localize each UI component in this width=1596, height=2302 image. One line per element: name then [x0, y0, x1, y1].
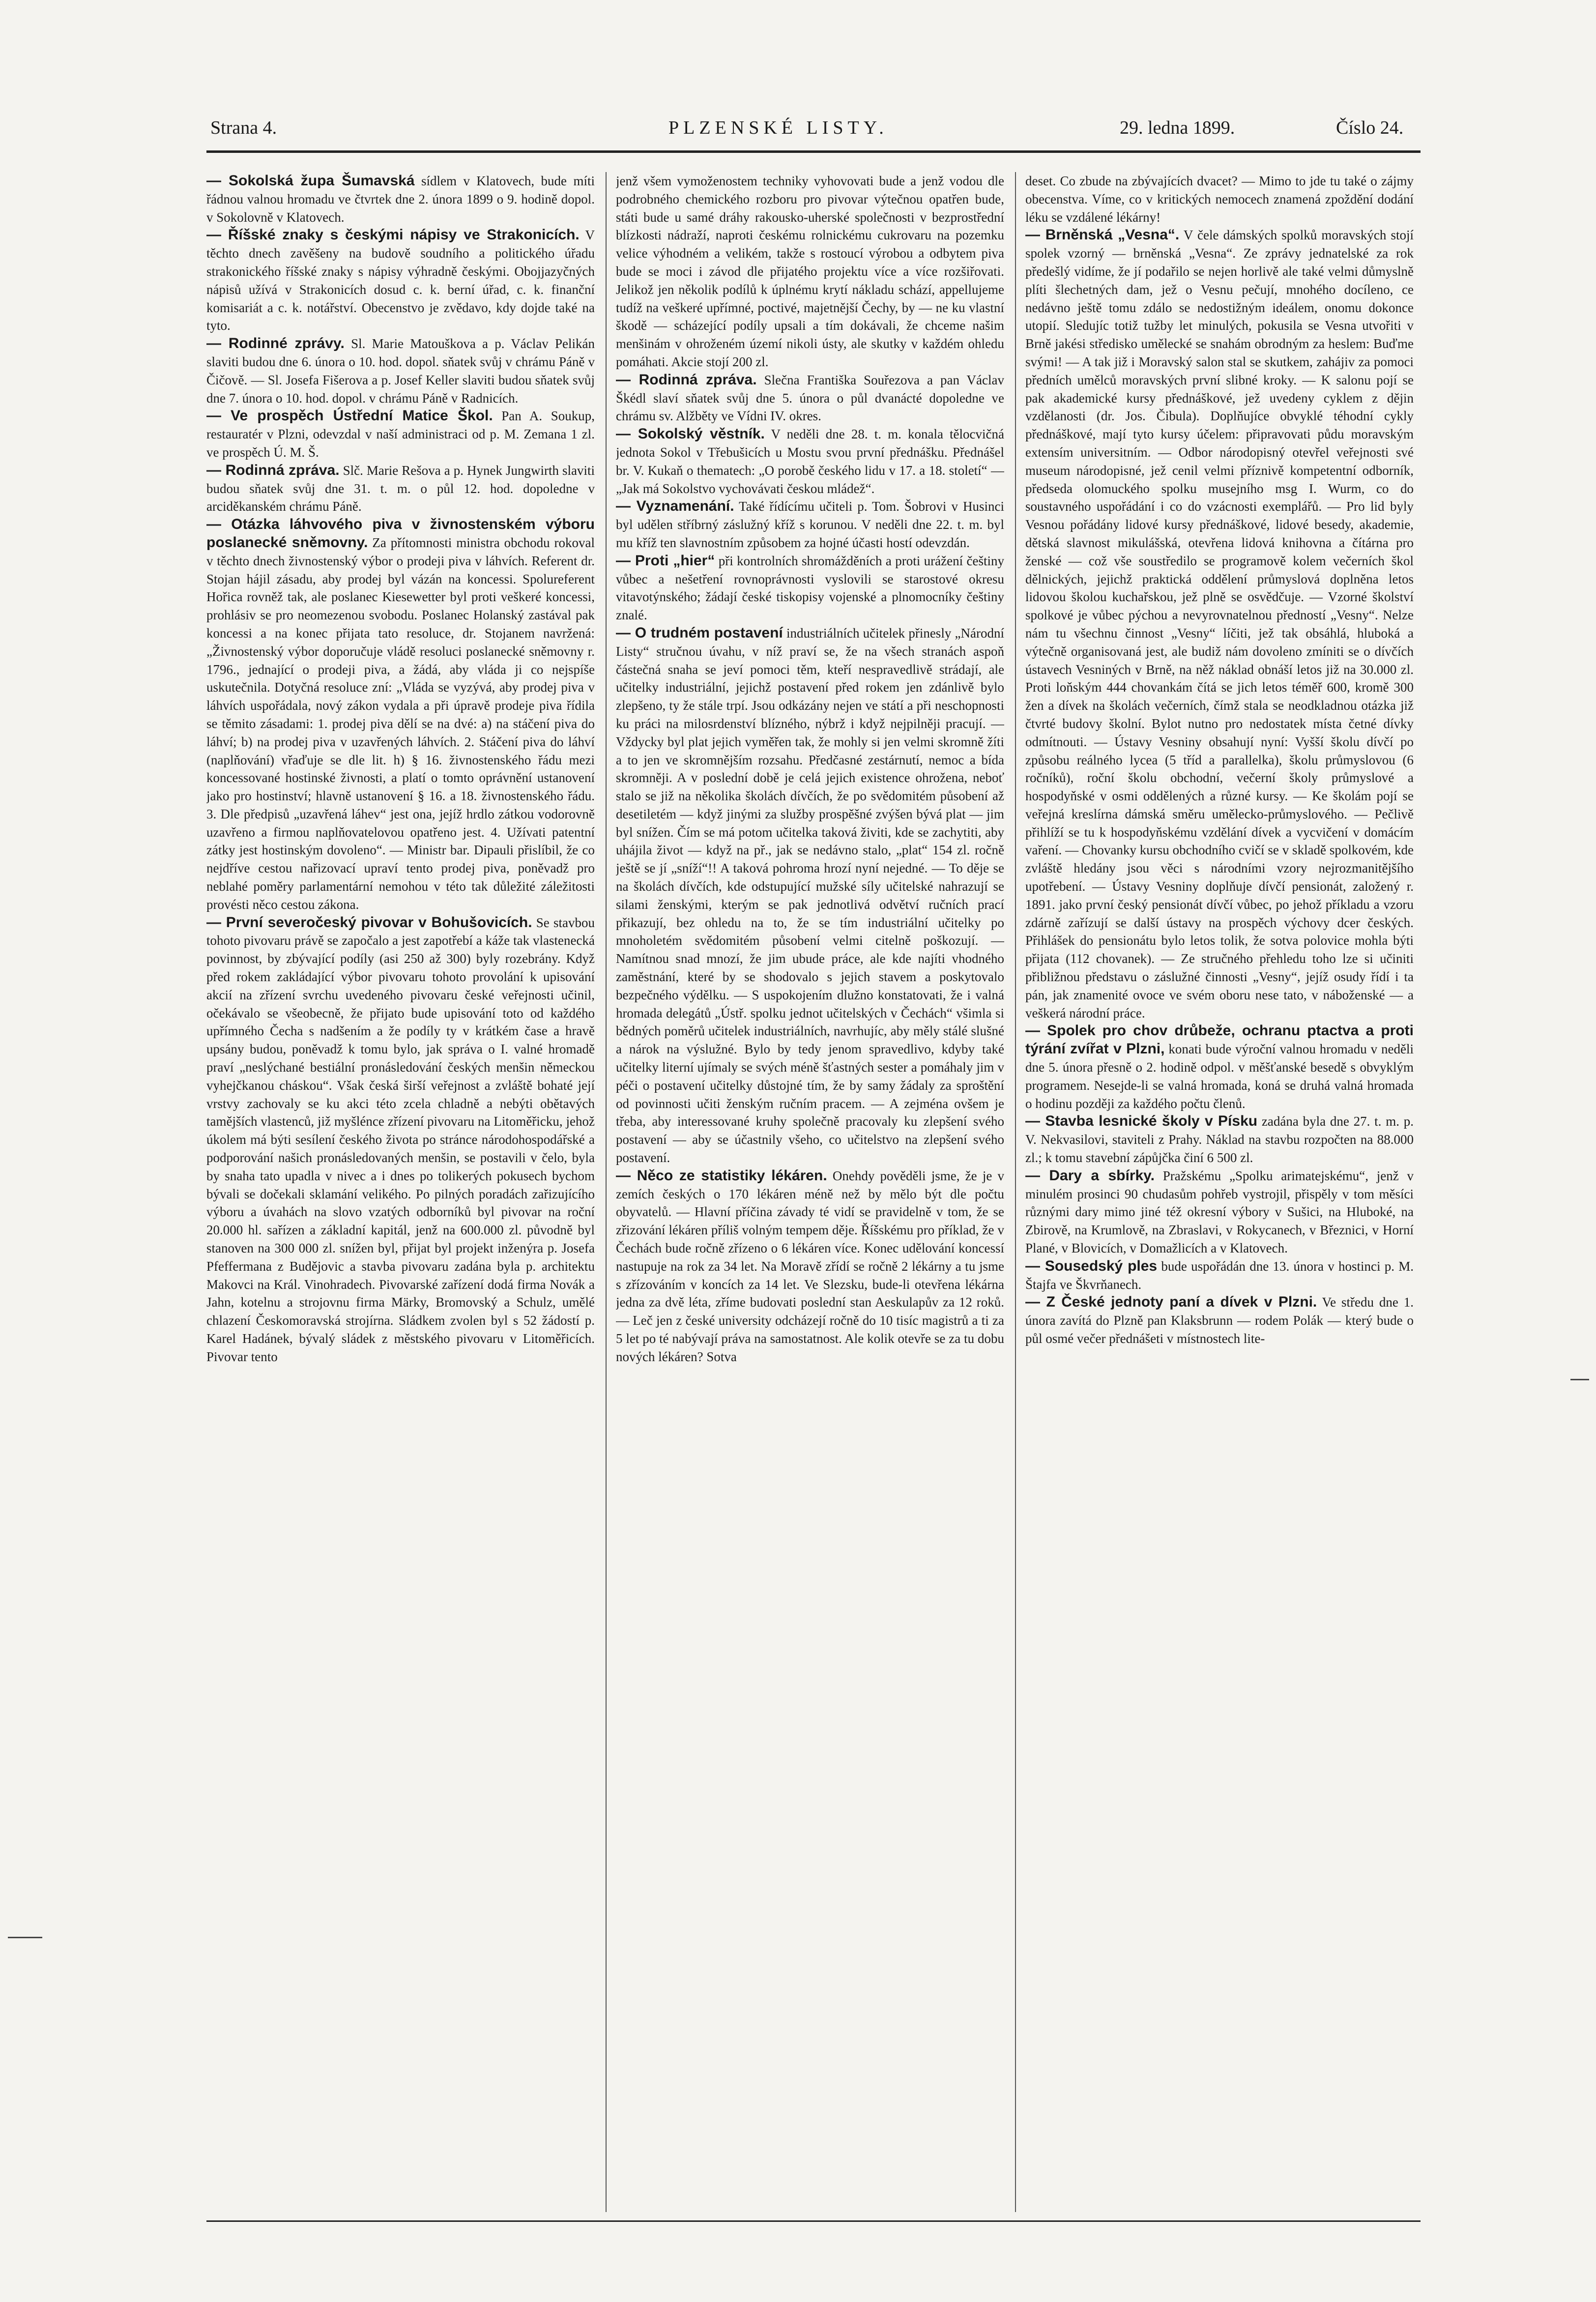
article-text: Ve středu dne 1. února zavítá do Plzně pan Klaksbrunn — rodem Polák — který bude o půl osmé večer přednášeti v místnostech lite- — [1025, 1295, 1414, 1346]
issue-date: 29. ledna 1899. — [1120, 117, 1235, 138]
page-header — [206, 117, 1421, 146]
article-paragraph — [616, 497, 1004, 552]
issue-number: Číslo 24. — [1336, 117, 1404, 138]
article-paragraph — [1025, 172, 1414, 226]
article-paragraph — [206, 407, 595, 461]
article-text: Také řídícímu učiteli p. Tom. Šobrovi v Husinci byl udělen stříbrný záslužný kříž s korunou. V neděli dne 22. t. m. byl mu kříž ten slavnostním způsobem za hojné účasti hostí odevzdán. — [616, 499, 1004, 550]
article-paragraph — [616, 425, 1004, 497]
page-number: Strana 4. — [210, 117, 277, 138]
article-heading: — Říšské znaky s českými nápisy ve Strakonicích. — [206, 227, 580, 243]
article-heading: — Rodinné zprávy. — [206, 335, 345, 352]
article-paragraph — [1025, 1022, 1414, 1112]
column-2 — [616, 172, 1004, 2217]
article-heading: — Rodinná zpráva. — [206, 462, 340, 478]
column-divider — [606, 172, 607, 2212]
article-paragraph — [206, 516, 595, 914]
article-paragraph — [616, 371, 1004, 425]
article-heading: — Brněnská „Vesna“. — [1025, 227, 1180, 243]
article-heading: — Sokolská župa Šumavská — [206, 173, 415, 189]
article-text: Se stavbou tohoto pivovaru právě se započalo a jest zapotřebí a káže tak vlastenecká povinnost, by zbývající podíly (asi 250 až 300) byly rozebrány. Když před rokem zakládající výbor pivovaru tohoto provolání k upisování akcií na zřízení svrchu uvedeného pivovaru české veřejnosti učinil, očekávalo se všeobecně, že přijato bude upisování toto od každého upřímného Čecha s nadšením a že podíly ty v krátkém čase a hravě upsány budou, poněvadž k tomu bylo, jak správa o I. valné hromadě praví „neslýchané bestiální pronásledování českých menšin německou vyhejčkanou cháskou“. Však česká širší veřejnost a zvláště bohaté její vrstvy zachovaly se ku akci této zcela chladně a nebýti obětavých tamějších vlastenců, již myšlénce zřízení pivovaru na Litoměřicku, jehož úkolem má býti sesílení českého života po stránce národohospodářské a podporování našich pronásledovaných menšin, se postavili v čelo, byla by snaha tato upadla v nivec a i dnes po tolikerých pokusech bychom bývali se dočekali sklamání velikého. Po pilných poradách zařizujícího výboru a úvahách na slovo vzatých odborníků byl pivovar na roční 20.000 hl. sařízen a základní kapitál, jenž na 600.000 zl. původně byl stanoven na 300 000 zl. snížen byl, přijat byl projekt inženýra p. Josefa Pfeffermana z Budějovic a stavba pivovaru zadána byla p. architektu Makovci na Král. Vinohradech. Pivovarské zařízení dodá firma Novák a Jahn, kotelnu a strojovnu firma Märky, Bromovský a Schulz, umělé chlazení Českomoravská strojírna. Sládkem zvolen byl s 52 žádostí p. Karel Hadánek, bývalý sládek z městského pivovaru v Litoměřicích. Pivovar tento — [206, 915, 595, 1364]
article-text: V neděli dne 28. t. m. konala tělocvičná jednota Sokol v Třebušicích u Mostu svou první přednášku. Přednášel br. V. Kukaň o thematech: „O porobě českého lidu v 17. a 18. století“ — „Jak má Sokolstvo vychovávati českou mládež“. — [616, 427, 1004, 496]
margin-mark — [1570, 1379, 1589, 1380]
article-heading: — Otázka láhvového piva v živnostenském výboru poslanecké sněmovny. — [206, 516, 595, 551]
article-text: bude uspořádán dne 13. února v hostinci p. M. Štajfa ve Škvrňanech. — [1025, 1258, 1414, 1292]
article-text: zadána byla dne 27. t. m. p. V. Nekvasilovi, staviteli z Prahy. Náklad na stavbu rozpočten na 88.000 zl.; k tomu stavební zápůjčka činí 6 500 zl. — [1025, 1114, 1414, 1166]
footer-rule — [206, 2220, 1421, 2222]
article-paragraph — [616, 624, 1004, 1167]
header-rule — [206, 150, 1421, 153]
article-text: jenž všem vymoženostem techniky vyhovovati bude a jenž vodou dle podrobného chemického rozboru pro pivovar výtečnou opatřen bude, státi bude u samé dráhy rakousko-uherské společnosti v bezprostřední blízkosti nádraží, naproti českému rolnickému cukrovaru na pozemku velice výhodném a velikém, takže s rostoucí výrobou a odbytem piva bude se moci i závod dle přijatého projektu více a více rozšiřovati. Jelikož jen několik podílů k úplnému krytí nákladu schází, appellujeme tudíž na veškeré upřímné, poctivé, majetnější Čechy, by — ne ku vlastní škodě — scházející podíly upsali a tím dokávali, že chceme našim menšinám v ohroženém území nikoli ústy, ale skutky v každém ohledu pomáhati. Akcie stojí 200 zl. — [616, 174, 1004, 369]
article-paragraph — [1025, 1293, 1414, 1347]
article-paragraph — [206, 462, 595, 516]
article-heading: — Vyznamenání. — [616, 498, 734, 515]
article-text: deset. Co zbude na zbývajících dvacet? — Mimo to jde tu také o zájmy obecenstva. Víme, co v kritických nemocech znamená zpoždění dodání léku se vzdálené lékárny! — [1025, 174, 1414, 225]
article-paragraph — [616, 172, 1004, 371]
article-paragraph — [1025, 1112, 1414, 1166]
article-heading: — Proti „hier“ — [616, 552, 715, 569]
article-heading: — Ve prospěch Ústřední Matice Škol. — [206, 408, 493, 424]
article-heading: — Sokolský věstník. — [616, 426, 765, 442]
column-3 — [1025, 172, 1414, 2217]
article-text: V čele dámských spolků moravských stojí spolek vzorný — brněnská „Vesna“. Ze zprávy jednatelské za rok předešlý vidíme, že jí podařilo se nejen horlivě ale také velmi důmyslně plíti šlechetných dam, jež o Vesnu pečují, mnohého docíleno, ce nedávno ještě tomu zdálo se nedostižným ideálem, onomu dokonce utopií. Sledujíc totiž tužby let minulých, pokusila se Vesna utvořiti v Brně jakési středisko umělecké se snahám obrodným za heslem: Buďme svými! — A tak již i Moravský salon stal se skutkem, zahájiv za pomoci předních umělců moravských první slibné kroky. — K salonu pojí se pak akademické kursy přednáškové, jež uvedeny cyklem z dějin vzdělanosti (dr. Jos. Čibula). Doplňujíce obvyklé téhodní cykly přednáškové, mají tyto kursy účelem: připravovati půdu moravským extensím universitním. — Odbor národopisný otevřel veřejnosti své museum národopisné, jež cenil velmi příznivě kompetentní odborník, předseda olomuckého spolku musejního msg I. Wurm, co do soustavného uspořádání i co do vzácnosti exemplářů. — Pro lid byly Vesnou pořádány lidové kursy přednáškové, lidové besedy, akademie, dětská slavnost mikulášská, otevřena lidová knihovna a čítárna pro ženské — což vše soustředilo se programově kolem večerních škol dělnických, jejichž praktická oddělení průmyslová doplněna letos lidovou školou kuchařskou, jež plně se osvědčuje. — Vzorné školství spolkové je vůbec pýchou a nevyrovnatelnou předností „Vesny“. Nelze nám tu všechnu činnost „Vesny“ líčiti, jež tak obsáhlá, hluboká a výtečně organisovaná jest, ale budiž nám dovoleno zmíniti se o dívčích ústavech Vesniných v Brně, na něž náklad obnáší letos již na 30.000 zl. Proti loňským 444 chovankám čítá se jich letos téměř 600, kromě 300 žen a dívek na školách večerních, čímž stala se neodkladnou otázka již čtvrté budovy školní. Bylot nutno pro nedostatek místa četné dívky odmítnouti. — Ústavy Vesniny obsahují nyní: Vyšší školu dívčí po způsobu reálného lycea (5 tříd a parallelka), školu průmyslovou (6 ročníků), roční školu obchodní, večerní školy průmyslové a hospodyňské v osmi oddělených a různé kursy. — Ke školám pojí se veřejná kreslírna dámská směru umělecko-průmyslového. — Pečlivě přihlíží se tu k hospodyňskému vzdělání dívek a vycvičení v domácím vaření. — Chovanky kursu obchodního cvičí se v skladě spolkovém, kde zvláště hledány jsou věci s národními vzory nejrozmanitějšího upotřebení. — Ústavy Vesniny doplňuje dívčí pensionát, založený r. 1891. jako první český pensionát dívčí vůbec, po jehož příkladu a vzoru zdárně zařízují se další ústavy na prospěch výchovy dcer českých. Přihlášek do pensionátu bylo letos tolik, že sotva polovice mohla býti přijata (112 chovanek). — Ze stručného přehledu toho lze si učiniti přibližnou představu o záslužné činnosti „Vesny“, jejíž osudy řídí i ta pán, jak znamenité ovoce ve svém oboru nese tato, v náboženské — a veškerá národní práce. — [1025, 228, 1414, 1020]
newspaper-title: PLZENSKÉ LISTY. — [668, 117, 888, 138]
article-text: Slč. Marie Rešova a p. Hynek Jungwirth slaviti budou sňatek svůj dne 31. t. m. o půl 12. hod. dopoledne v arciděkanském chrámu Páně. — [206, 463, 595, 514]
article-text: Sl. Marie Matouškova a p. Václav Pelikán slaviti budou dne 6. února o 10. hod. dopol. sňatek svůj v chrámu Páně v Čičově. — Sl. Josefa Fišerova a p. Josef Keller slaviti budou sňatek svůj dne 7. února o 10. hod. dopol. v chrámu Páně v Radnicích. — [206, 336, 595, 406]
article-heading: — Dary a sbírky. — [1025, 1167, 1155, 1184]
article-text: Pražskému „Spolku arimatejskému“, jenž v minulém prosinci 90 chudasům pohřeb vystrojil, přispěly v tom měsíci různými dary mimo jiné též okresní výbory v Sušici, na Hluboké, na Zbirově, na Krumlově, na Zbraslavi, v Rokycanech, v Březnici, v Horní Plané, v Blovicích, v Domažlicích a v Klatovech. — [1025, 1168, 1414, 1256]
article-heading: — Něco ze statistiky lékáren. — [616, 1167, 827, 1184]
article-text: industriálních učitelek přinesly „Národní Listy“ stručnou úvahu, v níž praví se, že na všech stranách aspoň částečná snaha se jeví pomoci těm, kteří nespravedlivě strádají, ale učitelky industriální, jejichž postavení před rokem jen zdánlivě bylo zlepšeno, ty že stále trpí. Jsou odkázány nejen ve státí a při neschopnosti ku práci na milosrdenství blízného, nýbrž i když nejpilněji pracují. — Vždycky byl plat jejich vyměřen tak, že mohly si jen velmi skromně žíti a to jen ve skromnějším rozsahu. Předčasné zestárnutí, nemoc a bída skromněji. A v poslední době je celá jejich existence ohrožena, neboť stalo se již na několika školách dívčích, že po svědomitém působení až desetiletém — když jinými za služby prospěšné zvýšen bývá plat — jim byl snížen. Čím se má potom učitelka taková živiti, kde se zachytiti, aby uhájila život — když na př., jak se nedávno stalo, „plat“ 154 zl. ročně ještě se jí „sníží“!! A taková pohroma hrozí nyní nejedné. — To děje se na školách dívčích, kde odstupující mužské síly učitelské nahrazují se silami ženskými, kterým se pak jednotlivá odvětví ručních prací přikazují, bez ohledu na to, že se tím industriální učitelky po mnoholetém svědomitém působení velmi citelně poškozují. — Namítnou snad mnozí, že jim ubude práce, ale kde najíti vhodného zaměstnání, které by se shodovalo s jejich stavem a poskytovalo bezpečného výdělku. — S uspokojením dlužno konstatovati, že i valná hromada delegátů „Ústř. spolku jednot učitelských v Čechách“ všimla si bědných poměrů učitelek industriálních, navrhujíc, aby měly stálé slušné a nárok na výslužné. Bylo by tedy jenom spravedlivo, kdyby také učitelky literní ujímaly se svých méně šťastných sester a pomáhaly jim v péči o postavení učitelky důstojné tím, že by samy žádaly za sproštění od povinnosti učiti ženským ručním pracem. — A zejména ovšem je třeba, aby interessované kruhy společně pracovaly ku zlepšení svého postavení — aby se účastnily všeho, co učitelstvo na zlepšení svého postavení. — [616, 625, 1004, 1166]
article-paragraph — [616, 1167, 1004, 1366]
article-paragraph — [206, 914, 595, 1366]
article-heading: — První severočeský pivovar v Bohušovicích. — [206, 914, 532, 931]
article-heading: — Rodinná zpráva. — [616, 371, 757, 388]
article-text: Za přítomnosti ministra obchodu rokoval v těchto dnech živnostenský výbor o prodeji piva v láhvích. Referent dr. Stojan hájil zásadu, aby prodej byl vázán na koncessi. Spolureferent Hořica rovněž tak, ale poslanec Kiesewetter byl proti veškeré koncessi, prohlásiv se pro neomezenou svobodu. Poslanec Holanský zastával pak koncessi a na konec přijata tato resoluce, dr. Stojanem navržená: „Živnostenský výbor doporučuje vládě resoluci poslanecké sněmovny r. 1796., jednající o prodeji piva, a žádá, aby vláda ji co nejspíše uskutečnila. Dotyčná resoluce zní: „Vláda se vyzývá, aby prodej piva v láhvích uspořádala, nový zákon vydala a při úpravě prodeje piva řídila se těmito zásadami: 1. prodej piva dělí se na dvé: a) na stáčení piva do láhví; b) na prodej piva v uzavřených láhvích. 2. Stáčení piva do láhví (naplňování) vřaďuje se dle lit. h) § 16. živnostenského řádu mezi koncessované hostinské živnosti, a platí o tomto oprávnění ustanovení jako pro hostinství; hlavně ustanovení § 16. a 18. živnostenského řádu. 3. Dle předpisů „uzavřená láhev“ jest ona, jejíž hrdlo zátkou vodorovně uzavřeno a firmou naplňovatelovou opatřeno jest. 4. Užívati patentní zátky jest hostinským dovoleno“. — Ministr bar. Dipauli přislíbil, že co nejdříve cestou nařizovací upraví tento prodej piva, poněvadž pro neblahé poměry parlamentární nemohou v této tak důležité záležitosti provésti něco cestou zákona. — [206, 535, 595, 912]
article-heading: — Stavba lesnické školy v Písku — [1025, 1113, 1258, 1130]
article-heading: — Z České jednoty paní a dívek v Plzni. — [1025, 1294, 1317, 1311]
article-heading: — Sousedský ples — [1025, 1257, 1158, 1274]
article-text: Pan A. Soukup, restauratér v Plzni, odevzdal v naší administraci od p. M. Zemana 1 zl. ve prospěch Ú. M. Š. — [206, 408, 595, 460]
article-paragraph — [616, 552, 1004, 624]
article-paragraph — [1025, 1167, 1414, 1257]
column-1 — [206, 172, 595, 2217]
margin-mark — [8, 1937, 42, 1938]
article-text: Slečna Františka Souřezova a pan Václav Škédl slaví sňatek svůj dne 5. února o půl dvanácté dopoledne ve chrámu sv. Alžběty ve Vídni IV. okres. — [616, 372, 1004, 424]
article-text: sídlem v Klatovech, bude míti řádnou valnou hromadu ve čtvrtek dne 2. února 1899 o 9. hodině dopol. v Sokolovně v Klatovech. — [206, 174, 595, 225]
column-divider — [1015, 172, 1016, 2212]
article-paragraph — [206, 226, 595, 335]
article-text: při kontrolních shromážděních a proti urážení češtiny vůbec a nešetření rovnoprávnosti vyslovili se starostové okresu vitavotýnského; žádají české tiskopisy vojenské a plnomocníky češtiny znalé. — [616, 553, 1004, 623]
article-text: V těchto dnech zavěšeny na budově soudního a politického úřadu strakonického říšské znaky s nápisy výhradně českými. Obojjazyčných nápisů užívá v Strakonicích dosud c. k. berní úřad, c. k. finanční komisariát a c. k. notářství. Obecenstvo je zvědavo, kdy dojde také na tyto. — [206, 228, 595, 333]
article-heading: — O trudném postavení — [616, 624, 783, 641]
article-text: konati bude výroční valnou hromadu v neděli dne 5. února přesně o 2. hodině odpol. v měšťanské besedě s obvyklým programem. Nesejde-li se valná hromada, koná se druhá valná hromada o hodinu později za každého počtu členů. — [1025, 1042, 1414, 1111]
article-text: Onehdy pověděli jsme, že je v zemích českých o 170 lékáren méně než by mělo být dle počtu obyvatelů. — Hlavní příčina závady té vidí se pravidelně v tom, že se zřizování lékáren příliš volným tempem děje. Říšskému pro příklad, že v Čechách bude ročně zřízeno o 6 lékáren více. Konec udělování koncessí nastupuje na rok za 34 let. Na Moravě zřídí se ročně 2 lékárny a tu jsme s zřízováním v koncích za 14 let. Ve Slezsku, bude-li otevřena lékárna jedna za dvě léta, zříme budovati poslední stan Aeskulapův za 12 roků. — Leč jen z české university odcházejí ročně do 10 tisíc magistrů a ti za 5 let po té nabývají práva na samostatnost. Ale kolik otevře se za tu dobu nových lékáren? Sotva — [616, 1168, 1004, 1364]
article-paragraph — [1025, 226, 1414, 1022]
article-paragraph — [1025, 1257, 1414, 1294]
article-heading: — Spolek pro chov drůbeže, ochranu ptactva a proti týrání zvířat v Plzni, — [1025, 1022, 1414, 1057]
article-paragraph — [206, 172, 595, 226]
article-paragraph — [206, 335, 595, 407]
